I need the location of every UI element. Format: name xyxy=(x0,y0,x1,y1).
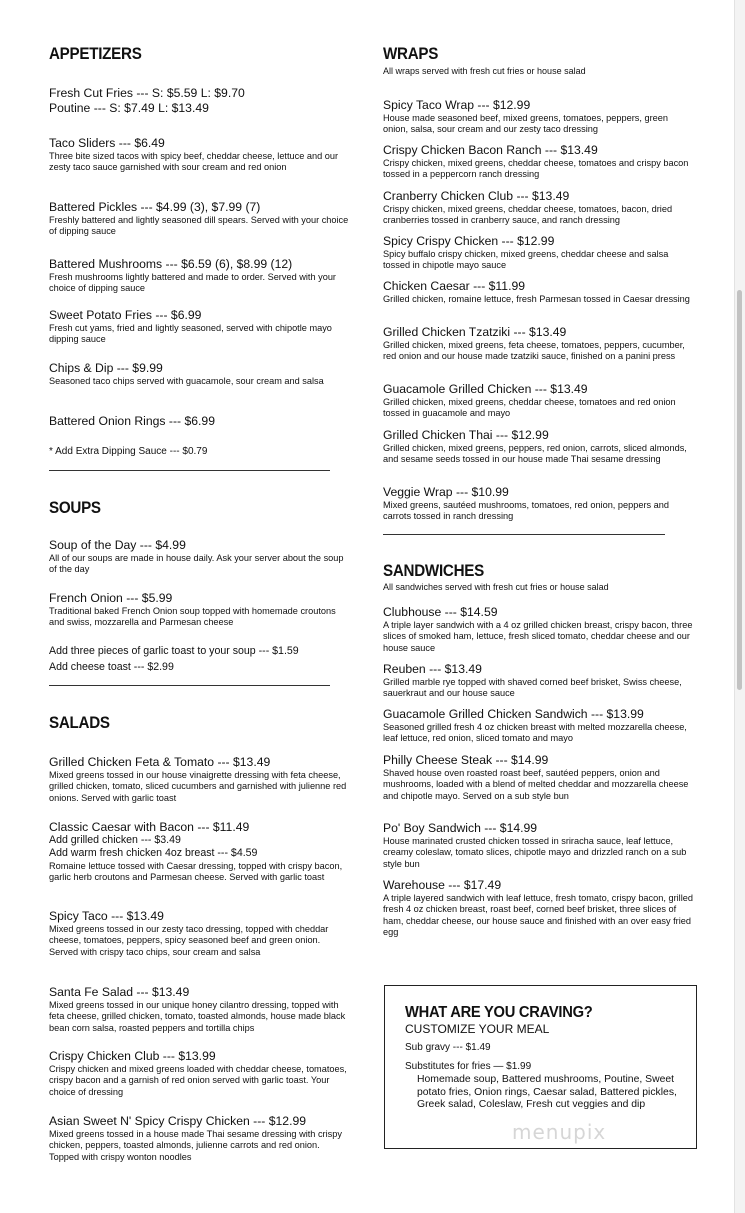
item-description: Fresh cut yams, fried and lightly seasoned, served with chipotle mayo dipping sauce xyxy=(49,323,332,345)
item-name: Po' Boy Sandwich --- $14.99 xyxy=(383,821,538,835)
item-description: House marinated crusted chicken tossed in sriracha sauce, leaf lettuce, creamy coleslaw, tomato slices, chipotle mayo and drizzled ranch on a sub style bun xyxy=(383,836,687,869)
item-name: Crispy Chicken Bacon Ranch --- $13.49 xyxy=(383,143,598,157)
item-description: Traditional baked French Onion soup topped with homemade croutons and swiss, mozzarella and Parmesan cheese xyxy=(49,606,336,628)
menu-item xyxy=(49,86,349,100)
menu-item xyxy=(49,591,349,629)
item-description: Three bite sized tacos with spicy beef, cheddar cheese, lettuce and our zesty taco sauce garnished with sour cream and red onion xyxy=(49,151,339,173)
item-description: Crispy chicken, mixed greens, cheddar cheese, tomatoes, bacon, dried cranberries tossed in cranberry sauce, and ranch dressing xyxy=(383,204,673,226)
item-name: Reuben --- $13.49 xyxy=(383,662,482,676)
menu-item xyxy=(49,308,349,346)
menu-item xyxy=(383,707,693,745)
menu-item xyxy=(49,414,349,428)
divider xyxy=(49,470,330,471)
menu-item xyxy=(49,538,349,576)
scrollbar-thumb[interactable] xyxy=(737,290,742,690)
soup-extra xyxy=(49,660,349,674)
item-name: Grilled Chicken Thai --- $12.99 xyxy=(383,428,549,442)
item-name: Grilled Chicken Feta & Tomato --- $13.49 xyxy=(49,755,271,769)
item-description: Crispy chicken and mixed greens loaded with cheddar cheese, tomatoes, crispy bacon and a garnish of red onion served with garlic toast. Your choice of dressing xyxy=(49,1064,347,1097)
item-description: Grilled chicken, mixed greens, peppers, red onion, carrots, sliced almonds, and sesame seeds tossed in our house made Thai sesame dressing xyxy=(383,443,687,465)
item-name: Guacamole Grilled Chicken --- $13.49 xyxy=(383,382,588,396)
item-name: Chips & Dip --- $9.99 xyxy=(49,361,163,375)
item-name: Battered Pickles --- $4.99 (3), $7.99 (7) xyxy=(49,200,261,214)
menu-item xyxy=(49,1049,349,1098)
item-description: A triple layered sandwich with leaf lettuce, fresh tomato, crispy bacon, grilled fresh 4 oz chicken breast, roast beef, corned beef brisket, three slices of ham, cheddar cheese, our house sauce and finished with an over easy fried egg xyxy=(383,893,693,937)
item-description: Shaved house oven roasted roast beef, sautéed peppers, onion and mushrooms, loaded with a blend of melted cheddar and mozzarella cheese and chipotle mayo. Served on a sub style bun xyxy=(383,768,689,801)
menu-item xyxy=(383,143,693,181)
item-name: Chicken Caesar --- $11.99 xyxy=(383,279,526,293)
item-description: Grilled chicken, mixed greens, cheddar cheese, tomatoes and red onion tossed in guacamole and mayo xyxy=(383,397,676,419)
salads-heading: SALADS xyxy=(49,714,110,732)
item-name: Spicy Taco --- $13.49 xyxy=(49,909,164,923)
menu-item xyxy=(383,279,693,305)
menu-item xyxy=(383,428,693,466)
vertical-scrollbar[interactable] xyxy=(734,0,745,1213)
wraps-subtitle: All wraps served with fresh cut fries or house salad xyxy=(383,66,586,76)
item-name: Spicy Crispy Chicken --- $12.99 xyxy=(383,234,555,248)
item-description: Mixed greens tossed in our unique honey cilantro dressing, topped with feta cheese, grilled chicken, tomato, toasted almonds, house made black bean corn salsa, roasted peppers and tortilla chips xyxy=(49,1000,346,1033)
item-name: Crispy Chicken Club --- $13.99 xyxy=(49,1049,216,1063)
item-description: Crispy chicken, mixed greens, cheddar cheese, tomatoes and crispy bacon tossed in a peppercorn ranch dressing xyxy=(383,158,689,180)
menu-item xyxy=(383,98,693,136)
item-name: Asian Sweet N' Spicy Crispy Chicken --- $12.99 xyxy=(49,1114,307,1128)
menu-item xyxy=(383,605,693,654)
divider xyxy=(383,534,665,535)
cheese-toast-option: Add cheese toast --- $2.99 xyxy=(49,661,174,673)
garlic-toast-option: Add three pieces of garlic toast to your soup --- $1.59 xyxy=(49,645,299,657)
item-name: Battered Mushrooms --- $6.59 (6), $8.99 (12) xyxy=(49,257,293,271)
item-name: Sweet Potato Fries --- $6.99 xyxy=(49,308,202,322)
craving-title: WHAT ARE YOU CRAVING? xyxy=(405,1004,593,1021)
menu-item xyxy=(49,985,349,1034)
item-description: House made seasoned beef, mixed greens, tomatoes, peppers, green onion, salsa, sour cream and our zesty taco dressing xyxy=(383,113,668,135)
menu-item xyxy=(383,382,693,420)
item-description: Mixed greens tossed in our zesty taco dressing, topped with cheddar cheese, tomatoes, peppers, spicy seasoned beef and green onion. Served with crispy taco chips, sour cream and salsa xyxy=(49,924,329,957)
item-name: Santa Fe Salad --- $13.49 xyxy=(49,985,190,999)
menu-item xyxy=(49,101,349,115)
menu-item xyxy=(49,257,349,295)
item-description: Grilled chicken, romaine lettuce, fresh Parmesan tossed in Caesar dressing xyxy=(383,294,690,304)
item-name: Philly Cheese Steak --- $14.99 xyxy=(383,753,549,767)
menu-item xyxy=(383,234,693,272)
item-description: Grilled marble rye topped with shaved corned beef brisket, Swiss cheese, sauerkraut and our house sauce xyxy=(383,677,682,699)
wraps-heading: WRAPS xyxy=(383,45,439,63)
item-description: Mixed greens tossed in a house made Thai sesame dressing with crispy chicken, peppers, toasted almonds, julienne carrots and red onion. Topped with crispy wonton noodles xyxy=(49,1129,342,1162)
menu-item xyxy=(49,136,349,174)
item-name: Veggie Wrap --- $10.99 xyxy=(383,485,509,499)
menu-item xyxy=(383,821,693,870)
item-description: Romaine lettuce tossed with Caesar dressing, topped with crispy bacon, garlic herb croutons and Parmesan cheese. Served with garlic toast xyxy=(49,861,343,883)
sandwiches-subtitle: All sandwiches served with fresh cut fries or house salad xyxy=(383,582,609,592)
item-name: Fresh Cut Fries --- S: $5.59 L: $9.70 xyxy=(49,86,245,100)
item-description: Freshly battered and lightly seasoned dill spears. Served with your choice of dipping sauce xyxy=(49,215,349,237)
menu-item xyxy=(49,361,349,387)
item-name: Poutine --- S: $7.49 L: $13.49 xyxy=(49,101,209,115)
substitutes-list: Homemade soup, Battered mushrooms, Poutine, Sweet potato fries, Onion rings, Caesar salad, Battered pickles, Greek salad, Coleslaw, Fresh cut veggies and dip xyxy=(417,1074,677,1111)
item-description: Grilled chicken, mixed greens, feta cheese, tomatoes, peppers, cucumber, red onion and our house made tzatziki sauce, finished on a panini press xyxy=(383,340,685,362)
item-name: Cranberry Chicken Club --- $13.49 xyxy=(383,189,570,203)
menu-item xyxy=(383,753,693,802)
menu-item xyxy=(49,1114,349,1163)
appetizers-note xyxy=(49,445,349,457)
item-name: Spicy Taco Wrap --- $12.99 xyxy=(383,98,531,112)
item-name: Taco Sliders --- $6.49 xyxy=(49,136,165,150)
caesar-addon-chicken: Add grilled chicken --- $3.49 xyxy=(49,834,181,846)
craving-subtitle: CUSTOMIZE YOUR MEAL xyxy=(405,1022,550,1036)
item-name: Clubhouse --- $14.59 xyxy=(383,605,498,619)
menu-item xyxy=(383,878,693,938)
menu-item xyxy=(49,755,349,804)
soup-extra xyxy=(49,644,349,658)
divider xyxy=(49,685,330,686)
menu-item xyxy=(383,485,693,523)
item-name: Battered Onion Rings --- $6.99 xyxy=(49,414,215,428)
substitutes-option: Substitutes for fries — $1.99 xyxy=(405,1061,532,1072)
item-description: Fresh mushrooms lightly battered and made to order. Served with your choice of dipping sauce xyxy=(49,272,336,294)
dipping-sauce-note: * Add Extra Dipping Sauce --- $0.79 xyxy=(49,446,208,457)
menu-item xyxy=(383,325,693,363)
item-name: Soup of the Day --- $4.99 xyxy=(49,538,186,552)
caesar-addon-breast: Add warm fresh chicken 4oz breast --- $4.59 xyxy=(49,847,258,859)
soups-heading: SOUPS xyxy=(49,499,101,517)
item-name: Guacamole Grilled Chicken Sandwich --- $13.99 xyxy=(383,707,644,721)
item-description: Mixed greens tossed in our house vinaigrette dressing with feta cheese, grilled chicken, tomato, sliced cucumbers and garnished with julienne red onions. Served with garlic toast xyxy=(49,770,347,803)
appetizers-heading: APPETIZERS xyxy=(49,45,142,63)
item-name: Grilled Chicken Tzatziki --- $13.49 xyxy=(383,325,567,339)
sandwiches-heading: SANDWICHES xyxy=(383,562,484,580)
item-description: Mixed greens, sautéed mushrooms, tomatoes, red onion, peppers and carrots tossed in ranch dressing xyxy=(383,500,669,522)
item-description: A triple layer sandwich with a 4 oz grilled chicken breast, crispy bacon, three slices of smoked ham, lettuce, fresh sliced tomato, cheddar cheese and our house sauce xyxy=(383,620,693,653)
menu-item xyxy=(49,909,349,958)
item-description: Spicy buffalo crispy chicken, mixed greens, cheddar cheese and salsa tossed in chipotle mayo sauce xyxy=(383,249,669,271)
menu-item xyxy=(383,189,693,227)
menu-item xyxy=(49,820,349,884)
menu-item xyxy=(49,200,349,238)
item-description: All of our soups are made in house daily. Ask your server about the soup of the day xyxy=(49,553,344,575)
item-name: Warehouse --- $17.49 xyxy=(383,878,502,892)
sub-gravy-option: Sub gravy --- $1.49 xyxy=(405,1042,491,1053)
item-name: French Onion --- $5.99 xyxy=(49,591,173,605)
watermark-logo: menupix xyxy=(512,1120,607,1144)
item-name: Classic Caesar with Bacon --- $11.49 xyxy=(49,820,250,834)
menu-item xyxy=(383,662,693,700)
item-description: Seasoned grilled fresh 4 oz chicken breast with melted mozzarella cheese, leaf lettuce, red onion, sliced tomato and mayo xyxy=(383,722,687,744)
item-description: Seasoned taco chips served with guacamole, sour cream and salsa xyxy=(49,376,324,386)
